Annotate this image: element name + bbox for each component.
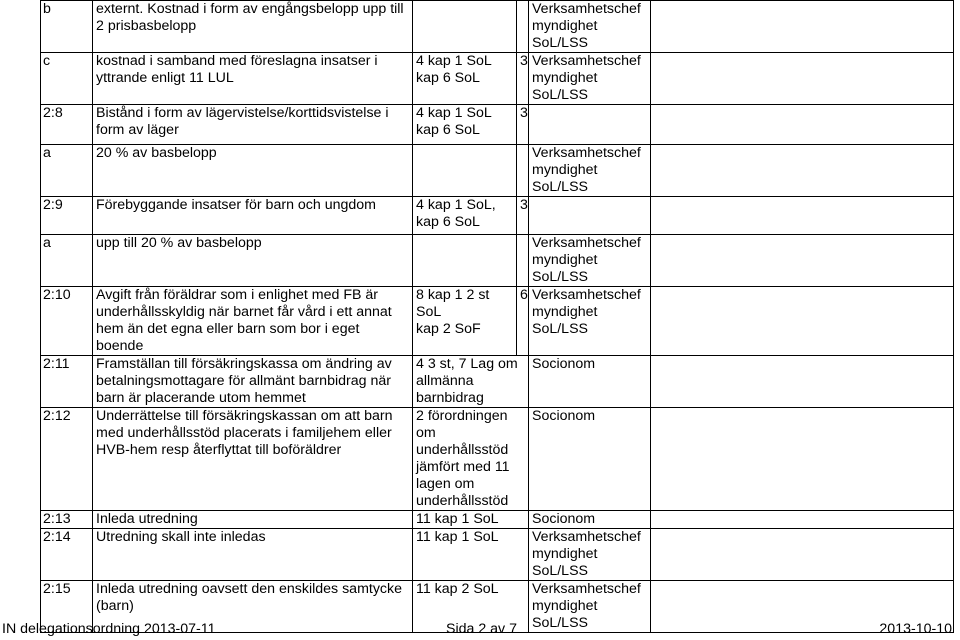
table-row <box>41 197 954 235</box>
row-delegate: Verksamhetschef myndighet SoL/LSS <box>529 145 651 197</box>
row-note <box>651 1 954 53</box>
row-number: 2:9 <box>41 197 93 235</box>
row-note <box>651 235 954 287</box>
footer-date: 2013-10-10 <box>879 621 952 637</box>
table-row <box>41 105 954 145</box>
row-delegate: Verksamhetschef myndighet SoL/LSS <box>529 581 651 633</box>
table-row <box>41 145 954 197</box>
row-law-reference: 4 kap 1 SoL kap 6 SoL <box>413 53 517 105</box>
row-delegate: Socionom <box>529 408 651 511</box>
row-law-reference <box>413 145 517 197</box>
row-delegate: Verksamhetschef myndighet SoL/LSS <box>529 287 651 356</box>
delegation-table <box>40 0 954 633</box>
row-law-reference: 2 förordningen om underhållsstöd jämfört med 11 lagen om underhållsstöd <box>413 408 529 511</box>
row-law-reference: 11 kap 1 SoL <box>413 529 529 581</box>
table-row <box>41 408 954 511</box>
table-row <box>41 287 954 356</box>
table-row <box>41 53 954 105</box>
row-delegate <box>529 197 651 235</box>
row-delegate: Socionom <box>529 511 651 529</box>
row-level: 3 <box>517 53 529 105</box>
row-law-reference: 11 kap 2 SoL <box>413 581 529 633</box>
row-delegate: Verksamhetschef myndighet SoL/LSS <box>529 235 651 287</box>
row-note <box>651 511 954 529</box>
row-law-reference: 8 kap 1 2 st SoL kap 2 SoF <box>413 287 517 356</box>
row-note <box>651 105 954 145</box>
row-note <box>651 197 954 235</box>
row-note <box>651 287 954 356</box>
row-description: 20 % av basbelopp <box>93 145 413 197</box>
table-row <box>41 356 954 408</box>
row-note <box>651 408 954 511</box>
row-law-reference: 4 kap 1 SoL kap 6 SoL <box>413 105 517 145</box>
table-row <box>41 235 954 287</box>
row-law-reference: 4 3 st, 7 Lag om allmänna barnbidrag <box>413 356 529 408</box>
row-description: Utredning skall inte inledas <box>93 529 413 581</box>
row-description: Bistånd i form av lägervistelse/korttidsvistelse i form av läger <box>93 105 413 145</box>
row-delegate: Verksamhetschef myndighet SoL/LSS <box>529 53 651 105</box>
row-description: Inleda utredning oavsett den enskildes samtycke (barn) <box>93 581 413 633</box>
row-number: 2:11 <box>41 356 93 408</box>
page-footer <box>0 621 960 638</box>
row-description: Förebyggande insatser för barn och ungdom <box>93 197 413 235</box>
row-description: kostnad i samband med föreslagna insatser i yttrande enligt 11 LUL <box>93 53 413 105</box>
row-note <box>651 356 954 408</box>
row-level <box>517 1 529 53</box>
table-row <box>41 511 954 529</box>
row-description: externt. Kostnad i form av engångsbelopp upp till 2 prisbasbelopp <box>93 1 413 53</box>
row-level: 3 <box>517 197 529 235</box>
row-number: 2:10 <box>41 287 93 356</box>
row-delegate: Verksamhetschef myndighet SoL/LSS <box>529 529 651 581</box>
table-row <box>41 529 954 581</box>
row-level: 6 <box>517 287 529 356</box>
row-level: 3 <box>517 105 529 145</box>
footer-page-number: Sida 2 av 7 <box>446 621 517 637</box>
row-number: b <box>41 1 93 53</box>
row-number: 2:12 <box>41 408 93 511</box>
row-note <box>651 529 954 581</box>
row-number: 2:8 <box>41 105 93 145</box>
row-delegate: Socionom <box>529 356 651 408</box>
table-row <box>41 1 954 53</box>
row-description: Avgift från föräldrar som i enlighet med FB är underhållsskyldig när barnet får vård i ett annat hem än det egna eller barn som bor i eget boende <box>93 287 413 356</box>
row-number: 2:14 <box>41 529 93 581</box>
row-number: a <box>41 235 93 287</box>
footer-document-name: IN delegationsordning 2013-07-11 <box>2 621 216 637</box>
row-law-reference <box>413 235 517 287</box>
row-number: a <box>41 145 93 197</box>
row-law-reference <box>413 1 517 53</box>
row-description: Inleda utredning <box>93 511 413 529</box>
row-law-reference: 11 kap 1 SoL <box>413 511 529 529</box>
row-description: Underrättelse till försäkringskassan om att barn med underhållsstöd placerats i familjehem eller HVB-hem resp återflyttat till boföräldrer <box>93 408 413 511</box>
row-level <box>517 145 529 197</box>
row-law-reference: 4 kap 1 SoL, kap 6 SoL <box>413 197 517 235</box>
row-number: 2:15 <box>41 581 93 633</box>
row-note <box>651 53 954 105</box>
row-number: c <box>41 53 93 105</box>
row-note <box>651 145 954 197</box>
row-description: Framställan till försäkringskassa om ändring av betalningsmottagare för allmänt barnbidrag när barn är placerande utom hemmet <box>93 356 413 408</box>
row-delegate: Verksamhetschef myndighet SoL/LSS <box>529 1 651 53</box>
row-level <box>517 235 529 287</box>
row-number: 2:13 <box>41 511 93 529</box>
row-description: upp till 20 % av basbelopp <box>93 235 413 287</box>
row-delegate <box>529 105 651 145</box>
